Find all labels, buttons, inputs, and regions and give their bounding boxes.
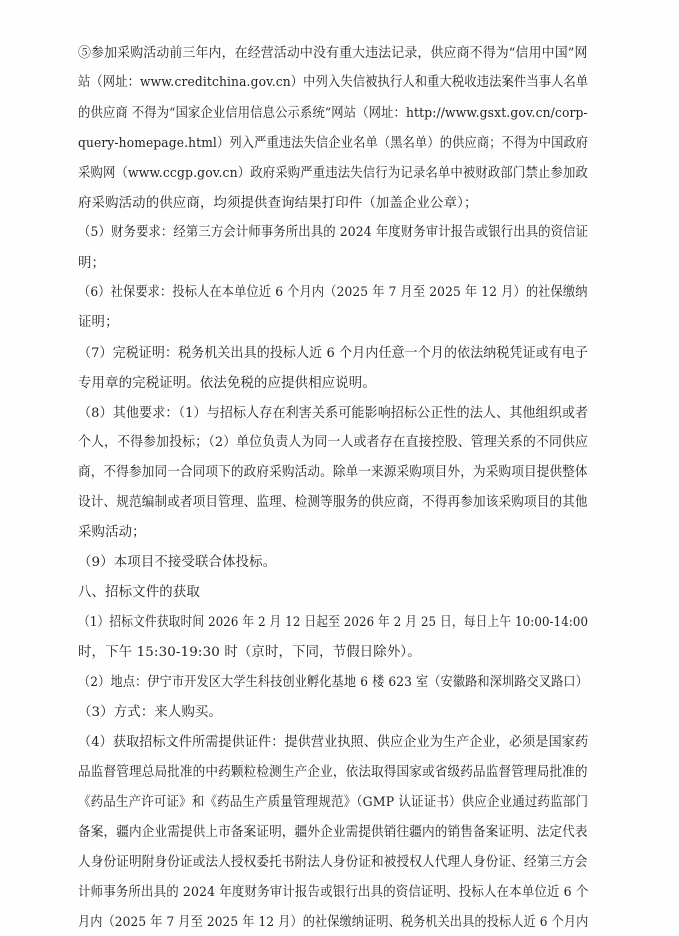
text-line: 人身份证明附身份证或法人授权委托书附法人身份证和被授权人代理人身份证、经第三方会 xyxy=(78,855,588,870)
text-line: 计师事务所出具的 2024 年度财务审计报告或银行出具的资信证明、投标人在本单位近 6 个 xyxy=(78,885,589,900)
text-line: 证明； xyxy=(78,315,119,330)
text-line: 设计、规范编制或者项目管理、监理、检测等服务的供应商，不得再参加该采购项目的其他 xyxy=(78,495,588,510)
text-line: （2）地点：伊宁市开发区大学生科技创业孵化基地 6 楼 623 室（安徽路和深圳路交叉路口） xyxy=(78,675,589,690)
text-line: ⑤参加采购活动前三年内，在经营活动中没有重大违法记录，供应商不得为“信用中国”网 xyxy=(78,46,588,61)
text-line: （1）招标文件获取时间 2026 年 2 月 12 日起至 2026 年 2 月 25 日，每日上午 10:00-14:00 xyxy=(78,615,589,630)
text-line: （9）本项目不接受联合体投标。 xyxy=(78,555,277,570)
text-line: 的供应商 不得为“国家企业信用信息公示系统”网站（网址：http://www.gsxt.gov.cn/corp- xyxy=(78,106,588,121)
section-heading: 八、招标文件的获取 xyxy=(78,585,200,600)
text-line: 采购活动； xyxy=(78,525,146,540)
text-line: 《药品生产许可证》和《药品生产质量管理规范》（GMP 认证证书）供应企业通过药监部门 xyxy=(78,795,589,810)
text-line: 采购网（www.ccgp.gov.cn）政府采购严重违法失信行为记录名单中被财政部门禁止参加政 xyxy=(78,166,588,181)
text-line: （5）财务要求：经第三方会计师事务所出具的 2024 年度财务审计报告或银行出具的资信证 xyxy=(78,225,589,240)
text-line: 备案，疆内企业需提供上市备案证明，疆外企业需提供销往疆内的销售备案证明、法定代表 xyxy=(78,825,588,840)
text-line: 府采购活动的供应商，均须提供查询结果打印件（加盖企业公章）； xyxy=(78,196,478,211)
text-line: 商，不得参加同一合同项下的政府采购活动。除单一来源采购项目外，为采购项目提供整体 xyxy=(78,465,588,480)
text-line: （8）其他要求：（1）与招标人存在利害关系可能影响招标公正性的法人、其他组织或者 xyxy=(78,406,589,421)
text-line: 品监督管理总局批准的中药颗粒检测生产企业，依法取得国家或省级药品监督管理局批准的 xyxy=(78,765,588,780)
text-line: 时，下午 15:30-19:30 时（京时，下同，节假日除外）。 xyxy=(78,645,421,660)
text-line: 站（网址：www.creditchina.gov.cn）中列入失信被执行人和重大税收违法案件当事人名单 xyxy=(78,75,589,90)
text-line: 月内（2025 年 7 月至 2025 年 12 月）的社保缴纳证明、税务机关出具的投标人近 6 个月内 xyxy=(78,915,589,930)
text-line: （4）获取招标文件所需提供证件：提供营业执照、供应企业为生产企业，必须是国家药 xyxy=(78,735,589,750)
text-line: query-homepage.html）列入严重违法失信企业名单（黑名单）的供应商；不得为中国政府 xyxy=(78,136,589,151)
text-line: 明； xyxy=(78,256,106,271)
text-line: 个人，不得参加投标；（2）单位负责人为同一人或者存在直接控股、管理关系的不同供应 xyxy=(78,435,589,450)
text-line: （6）社保要求：投标人在本单位近 6 个月内（2025 年 7 月至 2025 年 12 月）的社保缴纳 xyxy=(78,285,588,300)
text-line: （3）方式：来人购买。 xyxy=(78,705,223,720)
text-line: 专用章的完税证明。依法免税的应提供相应说明。 xyxy=(78,376,376,391)
text-line: （7）完税证明：税务机关出具的投标人近 6 个月内任意一个月的依法纳税凭证或有电子 xyxy=(78,346,589,361)
